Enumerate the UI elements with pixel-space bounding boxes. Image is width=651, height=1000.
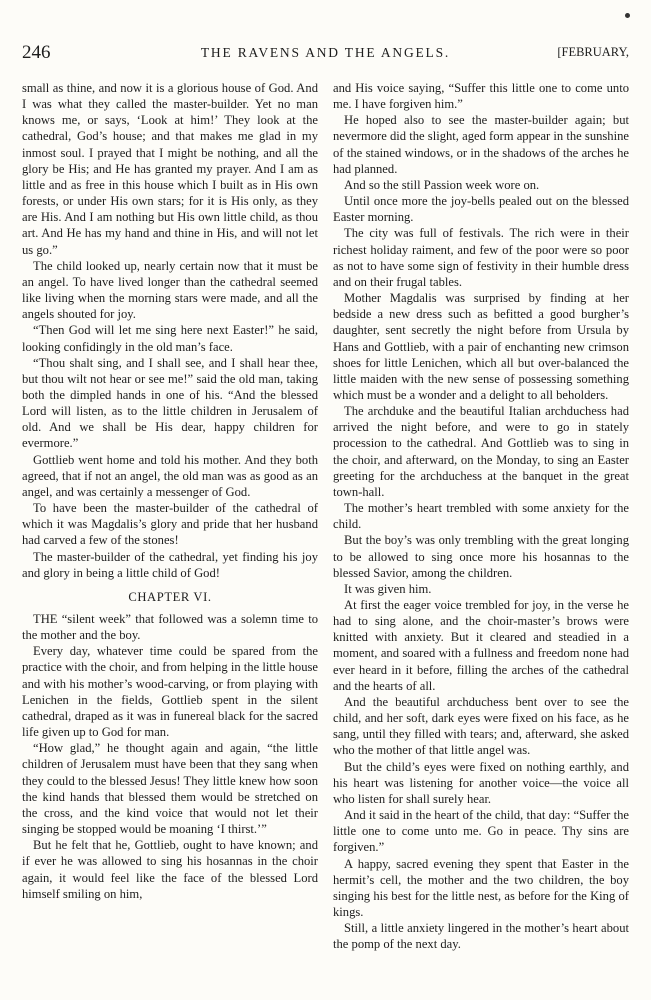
paragraph: And it said in the heart of the child, that day: “Suffer the little one to come unto me. Go in peace. Thy sins are forgiven.” <box>333 808 629 855</box>
paragraph: and His voice saying, “Suffer this little one to come unto me. I have forgiven him.” <box>333 81 629 112</box>
paragraph: He hoped also to see the master-builder again; but nevermore did the slight, aged form appear in the sunshine of the stained windows, or in the shadows of the arches he had planned. <box>333 113 629 176</box>
paragraph: The city was full of festivals. The rich were in their richest holiday raiment, and few of the poor were so poor as not to have some sign of festivity in their humble dress and on their frugal tables. <box>333 226 629 289</box>
paragraph: The child looked up, nearly certain now that it must be an angel. To have lived longer than the cathedral seemed like living when the morning stars were made, and all the angels shouted for joy. <box>22 258 318 322</box>
paragraph: It was given him. <box>344 581 432 596</box>
paragraph: The mother’s heart trembled with some anxiety for the child. <box>333 501 629 532</box>
paragraph: To have been the master-builder of the cathedral of which it was Magdalis’s glory and pride that her husband had carved a few of the stones! <box>22 501 318 548</box>
paragraph: A happy, sacred evening they spent that Easter in the hermit’s cell, the mother and the two children, the boy singing his best for the little nest, as before for the King of kings. <box>333 856 629 919</box>
paragraph: At first the eager voice trembled for joy, in the verse he had to sing alone, and the choir-master’s brows were knitted with anxiety. But it cleared and steadied in a moment, and soared with a fullness and freedom none had ever heard in it before, filling the arches of the cathedral and the hearts of all. <box>333 598 629 693</box>
paragraph: And the beautiful archduchess bent over to see the child, and her soft, dark eyes were fixed on his face, as he sang, until they filled with tears; and, afterward, she asked who the mother of that little angel was. <box>333 694 629 758</box>
paragraph: THE “silent week” that followed was a solemn time to the mother and the boy. <box>22 612 318 643</box>
paragraph: Mother Magdalis was surprised by finding at her bedside a new dress such as befitted a good burgher’s daughter, sent secretly the night before from Ursula by Hans and Gottlieb, with a pair of enchanting new crimson shoes for little Lenichen, which all but over-balanced the little maiden with the new sense of possessing something which must be a wonder and a delight to all beholders. <box>333 291 629 402</box>
left-column <box>22 80 318 902</box>
paragraph: Still, a little anxiety lingered in the mother’s heart about the pomp of the next day. <box>333 921 629 952</box>
paragraph: Every day, whatever time could be spared from the practice with the choir, and from helping in the little house and with his mother’s wood-carving, or from playing with Lenichen in the fields, Gottlieb spent in the silent cathedral, draped as it was in funereal black for the sacred life given up to God for man. <box>22 644 318 740</box>
paragraph: “Then God will let me sing here next Easter!” he said, looking confidingly in the old man’s face. <box>22 323 318 354</box>
chapter-heading: CHAPTER VI. <box>128 589 212 604</box>
page-number: 246 <box>22 42 51 63</box>
paragraph: small as thine, and now it is a glorious house of God. And I was what they called the master-builder. Yet no man knows me, or says, ‘Look at him!’ They look at the cathedral, God’s house; and that makes me glad in my inmost soul. I prayed that I might be nothing, and all the glory be His; and He has granted my prayer. And I am as little and as free in this house which I built as in His own forests, or under His own stars; for it is His only, as they are His. And I am nothing but His own little child, as thou art. And He has my hand and thine in His, and will not let us go.” <box>22 81 318 257</box>
paragraph: But the child’s eyes were fixed on nothing earthly, and his heart was listening for another voice—the voice all who listen for shall surely hear. <box>333 759 629 806</box>
page-header <box>22 42 629 66</box>
text-columns <box>22 80 629 985</box>
paragraph: The archduke and the beautiful Italian archduchess had arrived the night before, and were to go in stately procession to the cathedral. And Gottlieb was to sing in the choir, and afterward, on the Monday, to sing an Easter greeting for the archduchess at the banquet in the great town-hall. <box>333 404 629 499</box>
paragraph: And so the still Passion week wore on. <box>344 177 540 192</box>
paragraph: “How glad,” he thought again and again, “the little children of Jerusalem must have been that they sang when they could to the blessed Jesus! They little knew how soon the kind hands that blessed them would be stretched on the cross, and the kind voice that would not let their singing be stopped would be moaning ‘I thirst.’” <box>22 741 318 837</box>
paragraph: But the boy’s was only trembling with the great longing to be allowed to sing once more his hosannas to the blessed Savior, among the children. <box>333 533 629 580</box>
paragraph: “Thou shalt sing, and I shall see, and I shall hear thee, but thou wilt not hear or see me!” said the old man, taking both the dimpled hands in one of his. “And the blessed Lord will listen, as to the little children in Jerusalem of old. And we shall be His dear, happy children for evermore.” <box>22 355 318 451</box>
running-month: [FEBRUARY, <box>557 45 629 59</box>
paragraph: Until once more the joy-bells pealed out on the blessed Easter morning. <box>333 194 629 225</box>
paragraph: But he felt that he, Gottlieb, ought to have known; and if ever he was allowed to sing his hosannas in the choir again, it would feel like the face of the blessed Lord himself smiling on him, <box>22 838 318 901</box>
right-column <box>333 80 629 952</box>
running-title: THE RAVENS AND THE ANGELS. <box>200 45 451 60</box>
corner-dot <box>625 13 630 18</box>
paragraph: The master-builder of the cathedral, yet finding his joy and glory in being a little child of God! <box>22 549 318 580</box>
paragraph: Gottlieb went home and told his mother. And they both agreed, that if not an angel, the old man was as good as an angel, and was certainly a messenger of God. <box>22 452 318 499</box>
